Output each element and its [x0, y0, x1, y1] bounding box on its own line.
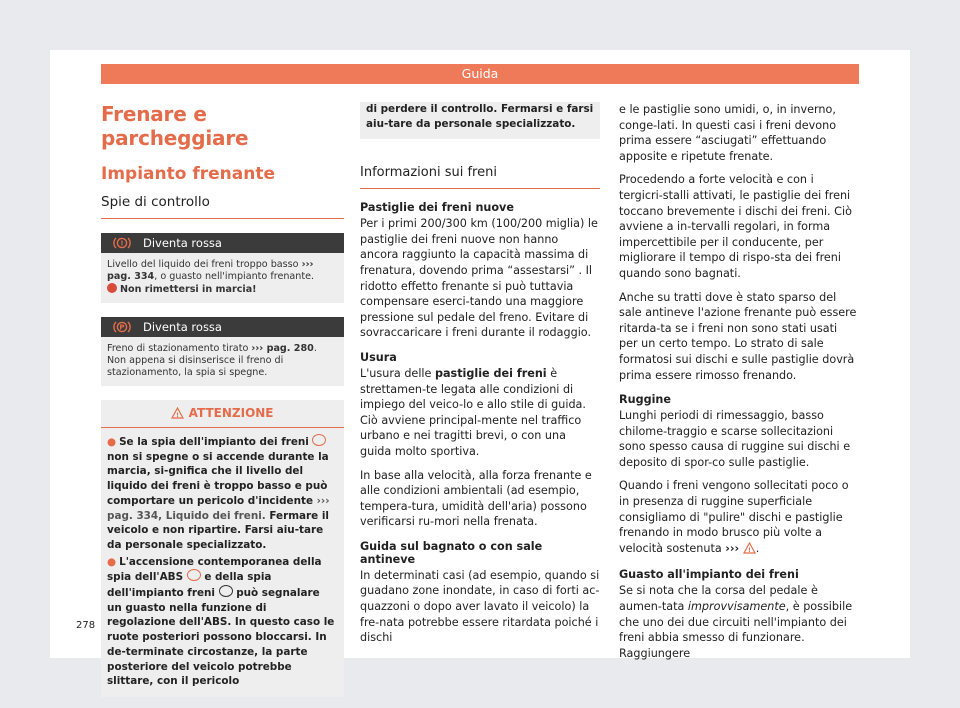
page-reference-link[interactable]: ››› pag. 334	[107, 259, 314, 282]
paragraph: L'usura delle pastiglie dei freni è strettamen-te legata alle condizioni di impiego del veico-lo e allo stile di guida. Ciò avviene principal-mente nel traffico urbano e nei tragitti brevi, o con una guida molto sportiva.	[360, 366, 586, 458]
lamp-description: Freno di stazionamento tirato	[107, 343, 249, 354]
paragraph: Procedendo a forte velocità e con i tergicri-stalli attivati, le pastiglie dei freni toccano brevemente i dischi dei freni. Ciò avviene a in-tervalli regolari, in forma impercettibile per il conducente, per migliorare il tempo di rispo-sta dei freni quando sono bagnati.	[619, 173, 852, 280]
subheading: Ruggine	[619, 393, 671, 407]
subsection-title: Spie di controllo	[101, 194, 344, 219]
lamp-state-label: Diventa rossa	[143, 320, 222, 334]
parking-brake-icon	[101, 320, 143, 334]
paragraph: Lunghi periodi di rimessaggio, basso chilome-traggio e scarse sollecitazioni sono spesso causa di ruggine sui dischi e deposito di spor-co sulle pastiglie.	[619, 409, 851, 469]
attention-title: ATTENZIONE	[188, 406, 274, 420]
column-left	[101, 102, 344, 697]
attention-text: può segnalare un guasto nella funzione di regolazione dell'ABS. In questo caso le ruote posteriori possono bloccarsi. In de-terminate circostanze, la parte posteriore del veicolo potrebbe slittare, con il pericolo	[107, 587, 335, 688]
page-header: Guida	[101, 64, 859, 84]
paragraph: Se si nota che la corsa del pedale è aumen-tata improvvisamente, è possibile che uno dei due circuiti nell'impianto dei freni abbia smesso di funzionare. Raggiungere	[619, 584, 853, 660]
lamp-description-cont: . Non appena si disinserisce il freno di stazionamento, la spia si spegne.	[107, 343, 317, 378]
attention-continuation: di perdere il controllo. Fermarsi e farsi aiu-tare da personale specializzato.	[360, 102, 600, 139]
paragraph: In determinati casi (ad esempio, quando si guadano zone inondate, in caso di forti ac-quazzoni o dopo aver lavato il veicolo) la fre-nata potrebbe essere ritardata poiché i dischi	[360, 568, 600, 645]
section-title: Impianto frenante	[101, 164, 275, 184]
svg-text:P: P	[119, 323, 125, 332]
svg-text:!: !	[747, 546, 751, 554]
attention-text: Fermare il veicolo e non ripartire. Farsi aiu-tare da personale specializzato.	[107, 509, 329, 551]
column-right	[619, 102, 859, 669]
warning-lamp-box-2	[101, 317, 344, 386]
paragraph: e le pastiglie sono umidi, o, in inverno, conge-lati. In questi casi i freni devono prima essere “asciugati” effettuando apposite e ripetute frenate.	[619, 103, 837, 163]
page-number: 278	[76, 620, 96, 631]
attention-text: non si spegne o si accende durante la marcia, si-gnifica che il livello del liquido dei freni è troppo basso e può comportare un pericolo d'incidente	[107, 450, 329, 507]
lamp-description-cont: , o guasto nell'impianto frenante.	[154, 271, 315, 282]
brake-warning-icon	[101, 236, 143, 250]
subheading: Guasto all'impianto dei freni	[619, 568, 799, 582]
paragraph: Per i primi 200/300 km (100/200 miglia) le pastiglie dei freni nuove non hanno ancora raggiunto la capacità massima di frenatura, dovendo prima “assestarsi” . Il ridotto effetto frenante si può tuttavia compensare eserci-tando una maggiore pressione sul pedale del freno. Evitare di sovraccaricare i freni durante il rodaggio.	[360, 217, 598, 340]
paragraph: Quando i freni vengono sollecitati poco o in presenza di ruggine superficiale consigliamo di "pulire" dischi e pastiglie frenando in modo brusco più volte a velocità sostenuta ››› ! .	[619, 478, 859, 558]
paragraph: Anche su tratti dove è stato sparso del sale antineve l'azione frenante può essere ritarda-ta se i freni non sono stati usati per un certo tempo. Lo strato di sale formatosi sui dischi e sulle pastiglie dovrà prima essere rimosso frenando.	[619, 290, 857, 382]
brake-warning-icon	[312, 434, 326, 446]
page-reference-link[interactable]: ›››	[725, 541, 740, 555]
lamp-description: Livello del liquido dei freni troppo basso	[107, 259, 299, 270]
attention-text: Se la spia dell'impianto dei freni	[119, 436, 309, 448]
page-reference-link[interactable]: ››› pag. 334, Liquido dei freni.	[107, 494, 330, 522]
brake-system-icon	[219, 585, 233, 597]
stop-icon	[107, 283, 117, 293]
subheading: Usura	[360, 350, 397, 364]
attention-text: L'accensione contemporanea della spia dell'ABS	[107, 555, 322, 584]
chapter-title: Frenare e parcheggiare	[101, 102, 249, 150]
abs-icon	[187, 569, 201, 581]
paragraph: In base alla velocità, alla forza frenante e alle condizioni ambientali (ad esempio, tempera-tura, umidità dell'aria) possono verificarsi ru-mori nella frenata.	[360, 468, 592, 529]
attention-box: ! ATTENZIONE ● Se la spia dell'impianto dei freni non si spegne o si accende durante la marcia, si-gnifica che il livello del liquido dei freni è troppo basso e può comportare un pericolo d'incidente ››› pag. 334, Liquido dei freni. Fermare il veicolo e non ripartire. Farsi aiu-tare da personale specializzato. ● L'accensione contemporanea della spia dell'ABS e della spia dell'impianto freni può segnalare un guasto nella funzione di regolazione dell'ABS. In questo caso le ruote posteriori possono bloccarsi. In de-terminate circostanze, la parte posteriore del veicolo potrebbe slittare, con il pericolo	[101, 400, 344, 697]
page-reference-link[interactable]: ››› pag. 280	[251, 343, 314, 354]
warning-triangle-icon	[171, 407, 184, 422]
subheading: Guida sul bagnato o con sale antineve	[360, 539, 543, 566]
subheading: Pastiglie dei freni nuove	[360, 201, 514, 215]
warning-lamp-box-1	[101, 233, 344, 303]
column-middle	[360, 102, 600, 654]
section-title: Informazioni sui freni	[360, 165, 600, 189]
lamp-state-label: Diventa rossa	[143, 236, 222, 250]
svg-text:!: !	[120, 239, 124, 248]
attention-text: e della spia dell'impianto freni	[107, 571, 272, 600]
svg-text:!: !	[176, 411, 180, 419]
lamp-warning: Non rimettersi in marcia!	[120, 284, 257, 295]
warning-triangle-icon	[743, 542, 756, 559]
